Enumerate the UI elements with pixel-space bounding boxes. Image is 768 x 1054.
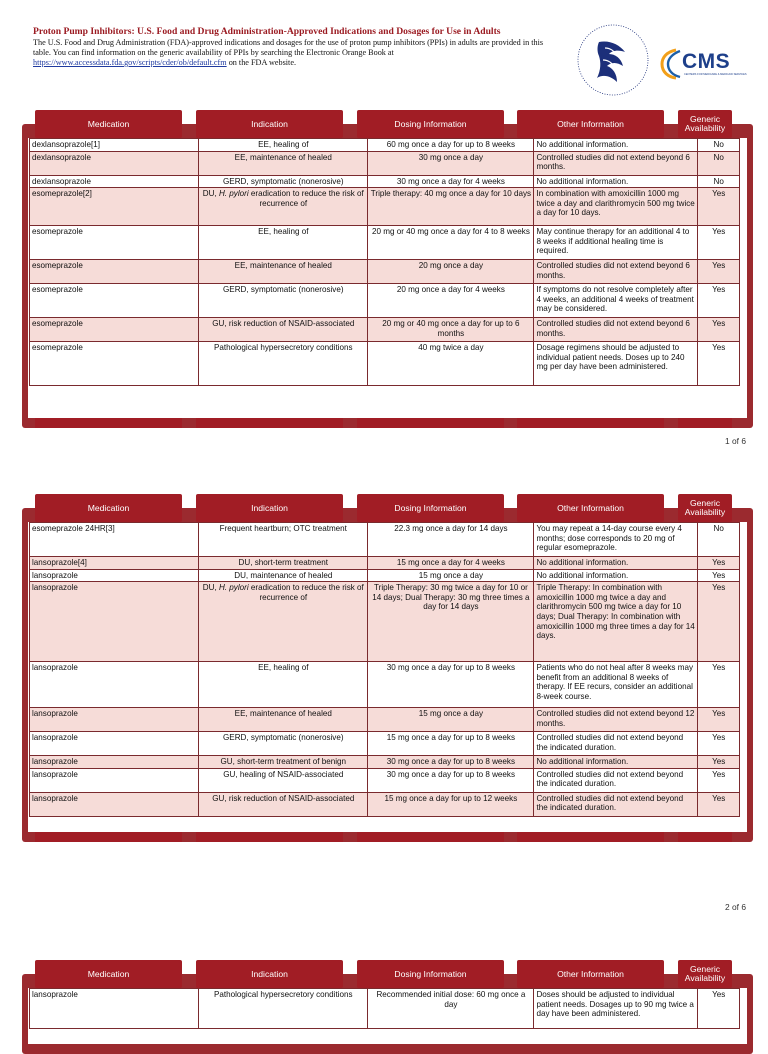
generic-cell: Yes [698, 708, 740, 732]
hhs-eagle-logo [575, 22, 651, 98]
medication-cell: dexlansoprazole [30, 175, 199, 188]
dosing-cell: 22.3 mg once a day for 14 days [368, 523, 534, 557]
column-header-medication: Medication [35, 960, 182, 988]
document-title: Proton Pump Inhibitors: U.S. Food and Drug Administration-Approved Indications and Dosages for Use in Adults [33, 26, 501, 37]
indication-cell: GU, risk reduction of NSAID-associated [199, 318, 368, 342]
column-header-other-information: Other Information [517, 960, 664, 988]
generic-cell: Yes [698, 318, 740, 342]
dosing-cell: 20 mg or 40 mg once a day for up to 6 months [368, 318, 534, 342]
other-info-cell: Patients who do not heal after 8 weeks may benefit from an additional 8 weeks of therapy. If EE recurs, consider an additional 8-week course. [534, 662, 698, 708]
column-header-other-information: Other Information [517, 110, 664, 138]
medication-cell: esomeprazole [30, 318, 199, 342]
indication-cell: Pathological hypersecretory conditions [199, 989, 368, 1029]
table-row [30, 708, 740, 732]
other-info-cell: If symptoms do not resolve completely after 4 weeks, an additional 4 weeks of treatment may be considered. [534, 284, 698, 318]
indication-cell: DU, maintenance of healed [199, 569, 368, 582]
indication-cell: Frequent heartburn; OTC treatment [199, 523, 368, 557]
table-row [30, 139, 740, 152]
table-footer-bar [517, 832, 664, 842]
cms-tagline: CENTERS FOR MEDICARE & MEDICAID SERVICES [684, 73, 747, 76]
column-header-medication: Medication [35, 494, 182, 522]
dosing-cell: 30 mg once a day for 4 weeks [368, 175, 534, 188]
table-footer-bar [517, 418, 664, 428]
indication-cell: DU, short-term treatment [199, 557, 368, 570]
dosing-cell: 15 mg once a day for up to 8 weeks [368, 732, 534, 756]
indication-cell: EE, maintenance of healed [199, 151, 368, 175]
column-header-dosing-information: Dosing Information [357, 110, 504, 138]
generic-cell: No [698, 139, 740, 152]
other-info-cell: No additional information. [534, 139, 698, 152]
dosing-cell: 60 mg once a day for up to 8 weeks [368, 139, 534, 152]
table-footer-bar [678, 418, 732, 428]
dosing-cell: 30 mg once a day [368, 151, 534, 175]
other-info-cell: No additional information. [534, 175, 698, 188]
dosing-cell: 30 mg once a day for up to 8 weeks [368, 768, 534, 792]
medication-cell: esomeprazole [30, 284, 199, 318]
other-info-cell: Doses should be adjusted to individual patient needs. Dosages up to 90 mg twice a day have been administered. [534, 989, 698, 1029]
indication-cell: EE, healing of [199, 139, 368, 152]
indication-cell: EE, maintenance of healed [199, 260, 368, 284]
other-info-cell: Controlled studies did not extend beyond the indicated duration. [534, 732, 698, 756]
table-footer-bar [35, 832, 182, 842]
other-info-cell: Controlled studies did not extend beyond the indicated duration. [534, 792, 698, 816]
medication-cell: lansoprazole[4] [30, 557, 199, 570]
dosing-cell: 20 mg once a day [368, 260, 534, 284]
page-number: 2 of 6 [725, 902, 746, 912]
table-row [30, 768, 740, 792]
indication-cell: GU, risk reduction of NSAID-associated [199, 792, 368, 816]
table-footer-bar [357, 418, 504, 428]
indication-cell: GERD, symptomatic (nonerosive) [199, 284, 368, 318]
table-row [30, 523, 740, 557]
other-info-cell: May continue therapy for an additional 4 to 8 weeks if additional healing time is required. [534, 226, 698, 260]
other-info-cell: Triple Therapy: In combination with amoxicillin 1000 mg twice a day and clarithromycin 500 mg twice a day for 10 days; Dual Therapy: In combination with amoxicillin 1000 mg three times a day for 14 days. [534, 582, 698, 662]
table-row [30, 662, 740, 708]
generic-cell: Yes [698, 768, 740, 792]
ppi-table [29, 522, 740, 817]
generic-cell: Yes [698, 284, 740, 318]
indication-cell: Pathological hypersecretory conditions [199, 342, 368, 386]
organism-name: H. pylori [218, 583, 249, 593]
medication-cell: dexlansoprazole[1] [30, 139, 199, 152]
generic-cell: Yes [698, 557, 740, 570]
table-row [30, 175, 740, 188]
intro-paragraph [33, 38, 563, 68]
other-info-cell: Dosage regimens should be adjusted to individual patient needs. Doses up to 240 mg per day have been administered. [534, 342, 698, 386]
medication-cell: esomeprazole [30, 226, 199, 260]
table-row [30, 260, 740, 284]
indication-cell: EE, healing of [199, 662, 368, 708]
table-row [30, 792, 740, 816]
column-header-generic-availability: Generic Availability [678, 960, 732, 988]
dosing-cell: 20 mg once a day for 4 weeks [368, 284, 534, 318]
dosing-cell: 30 mg once a day for up to 8 weeks [368, 662, 534, 708]
indication-cell: GU, short-term treatment of benign [199, 756, 368, 769]
generic-cell: Yes [698, 342, 740, 386]
dosing-cell: Triple Therapy: 30 mg twice a day for 10 or 14 days; Dual Therapy: 30 mg three times a day for 14 days [368, 582, 534, 662]
medication-cell: lansoprazole [30, 582, 199, 662]
page-number: 1 of 6 [725, 436, 746, 446]
table-row [30, 188, 740, 226]
generic-cell: Yes [698, 569, 740, 582]
cms-logo [660, 46, 748, 82]
table-footer-bar [196, 418, 343, 428]
dosing-cell: 15 mg once a day for 4 weeks [368, 557, 534, 570]
table-row [30, 557, 740, 570]
table-row [30, 582, 740, 662]
column-header-dosing-information: Dosing Information [357, 494, 504, 522]
column-header-indication: Indication [196, 494, 343, 522]
column-header-indication: Indication [196, 960, 343, 988]
table-footer-bar [678, 832, 732, 842]
other-info-cell: You may repeat a 14-day course every 4 months; dose corresponds to 20 mg of regular esomeprazole. [534, 523, 698, 557]
orange-book-link[interactable]: https://www.accessdata.fda.gov/scripts/cder/ob/default.cfm [33, 58, 227, 67]
table-row [30, 318, 740, 342]
other-info-cell: Controlled studies did not extend beyond 6 months. [534, 151, 698, 175]
table-row [30, 151, 740, 175]
ppi-table [29, 988, 740, 1029]
cms-logo-text: CMS [682, 50, 731, 73]
generic-cell: Yes [698, 732, 740, 756]
table-row [30, 732, 740, 756]
table-row [30, 226, 740, 260]
dosing-cell: Triple therapy: 40 mg once a day for 10 days [368, 188, 534, 226]
table-row [30, 569, 740, 582]
generic-cell: Yes [698, 792, 740, 816]
table-footer-bar [357, 832, 504, 842]
other-info-cell: No additional information. [534, 756, 698, 769]
dosing-cell: 20 mg or 40 mg once a day for 4 to 8 weeks [368, 226, 534, 260]
generic-cell: Yes [698, 989, 740, 1029]
medication-cell: lansoprazole [30, 708, 199, 732]
medication-cell: lansoprazole [30, 569, 199, 582]
column-header-other-information: Other Information [517, 494, 664, 522]
other-info-cell: Controlled studies did not extend beyond 6 months. [534, 318, 698, 342]
other-info-cell: Controlled studies did not extend beyond the indicated duration. [534, 768, 698, 792]
dosing-cell: 15 mg once a day for up to 12 weeks [368, 792, 534, 816]
dosing-cell: 15 mg once a day [368, 708, 534, 732]
medication-cell: lansoprazole [30, 989, 199, 1029]
column-header-generic-availability: Generic Availability [678, 110, 732, 138]
table-row [30, 342, 740, 386]
generic-cell: Yes [698, 756, 740, 769]
medication-cell: lansoprazole [30, 768, 199, 792]
dosing-cell: 30 mg once a day for up to 8 weeks [368, 756, 534, 769]
medication-cell: dexlansoprazole [30, 151, 199, 175]
intro-suffix: on the FDA website. [226, 58, 297, 67]
medication-cell: lansoprazole [30, 662, 199, 708]
medication-cell: lansoprazole [30, 756, 199, 769]
generic-cell: Yes [698, 582, 740, 662]
column-header-generic-availability: Generic Availability [678, 494, 732, 522]
generic-cell: Yes [698, 260, 740, 284]
indication-cell: GERD, symptomatic (nonerosive) [199, 732, 368, 756]
other-info-cell: Controlled studies did not extend beyond 12 months. [534, 708, 698, 732]
column-header-medication: Medication [35, 110, 182, 138]
other-info-cell: Controlled studies did not extend beyond 6 months. [534, 260, 698, 284]
table-footer-bar [196, 832, 343, 842]
indication-cell: EE, healing of [199, 226, 368, 260]
other-info-cell: No additional information. [534, 569, 698, 582]
other-info-cell: No additional information. [534, 557, 698, 570]
generic-cell: Yes [698, 226, 740, 260]
dosing-cell: 40 mg twice a day [368, 342, 534, 386]
generic-cell: No [698, 523, 740, 557]
generic-cell: No [698, 151, 740, 175]
indication-cell: DU, H. pylori eradication to reduce the risk of recurrence of [199, 582, 368, 662]
medication-cell: esomeprazole 24HR[3] [30, 523, 199, 557]
generic-cell: No [698, 175, 740, 188]
indication-cell: GU, healing of NSAID-associated [199, 768, 368, 792]
table-row [30, 989, 740, 1029]
generic-cell: Yes [698, 188, 740, 226]
medication-cell: lansoprazole [30, 792, 199, 816]
generic-cell: Yes [698, 662, 740, 708]
medication-cell: esomeprazole [30, 342, 199, 386]
other-info-cell: In combination with amoxicillin 1000 mg twice a day and clarithromycin 500 mg twice a day for 10 days. [534, 188, 698, 226]
dosing-cell: Recommended initial dose: 60 mg once a day [368, 989, 534, 1029]
table-row [30, 284, 740, 318]
ppi-table [29, 138, 740, 386]
indication-cell: GERD, symptomatic (nonerosive) [199, 175, 368, 188]
medication-cell: lansoprazole [30, 732, 199, 756]
dosing-cell: 15 mg once a day [368, 569, 534, 582]
organism-name: H. pylori [218, 189, 249, 199]
column-header-indication: Indication [196, 110, 343, 138]
indication-cell: DU, H. pylori eradication to reduce the risk of recurrence of [199, 188, 368, 226]
indication-cell: EE, maintenance of healed [199, 708, 368, 732]
intro-text: The U.S. Food and Drug Administration (FDA)-approved indications and dosages for the use of proton pump inhibitors (PPIs) in adults are provided in this table. You can find information on the generic availability of PPIs by searching the Electronic Orange Book at [33, 38, 544, 57]
column-header-dosing-information: Dosing Information [357, 960, 504, 988]
table-row [30, 756, 740, 769]
medication-cell: esomeprazole[2] [30, 188, 199, 226]
table-footer-bar [35, 418, 182, 428]
medication-cell: esomeprazole [30, 260, 199, 284]
